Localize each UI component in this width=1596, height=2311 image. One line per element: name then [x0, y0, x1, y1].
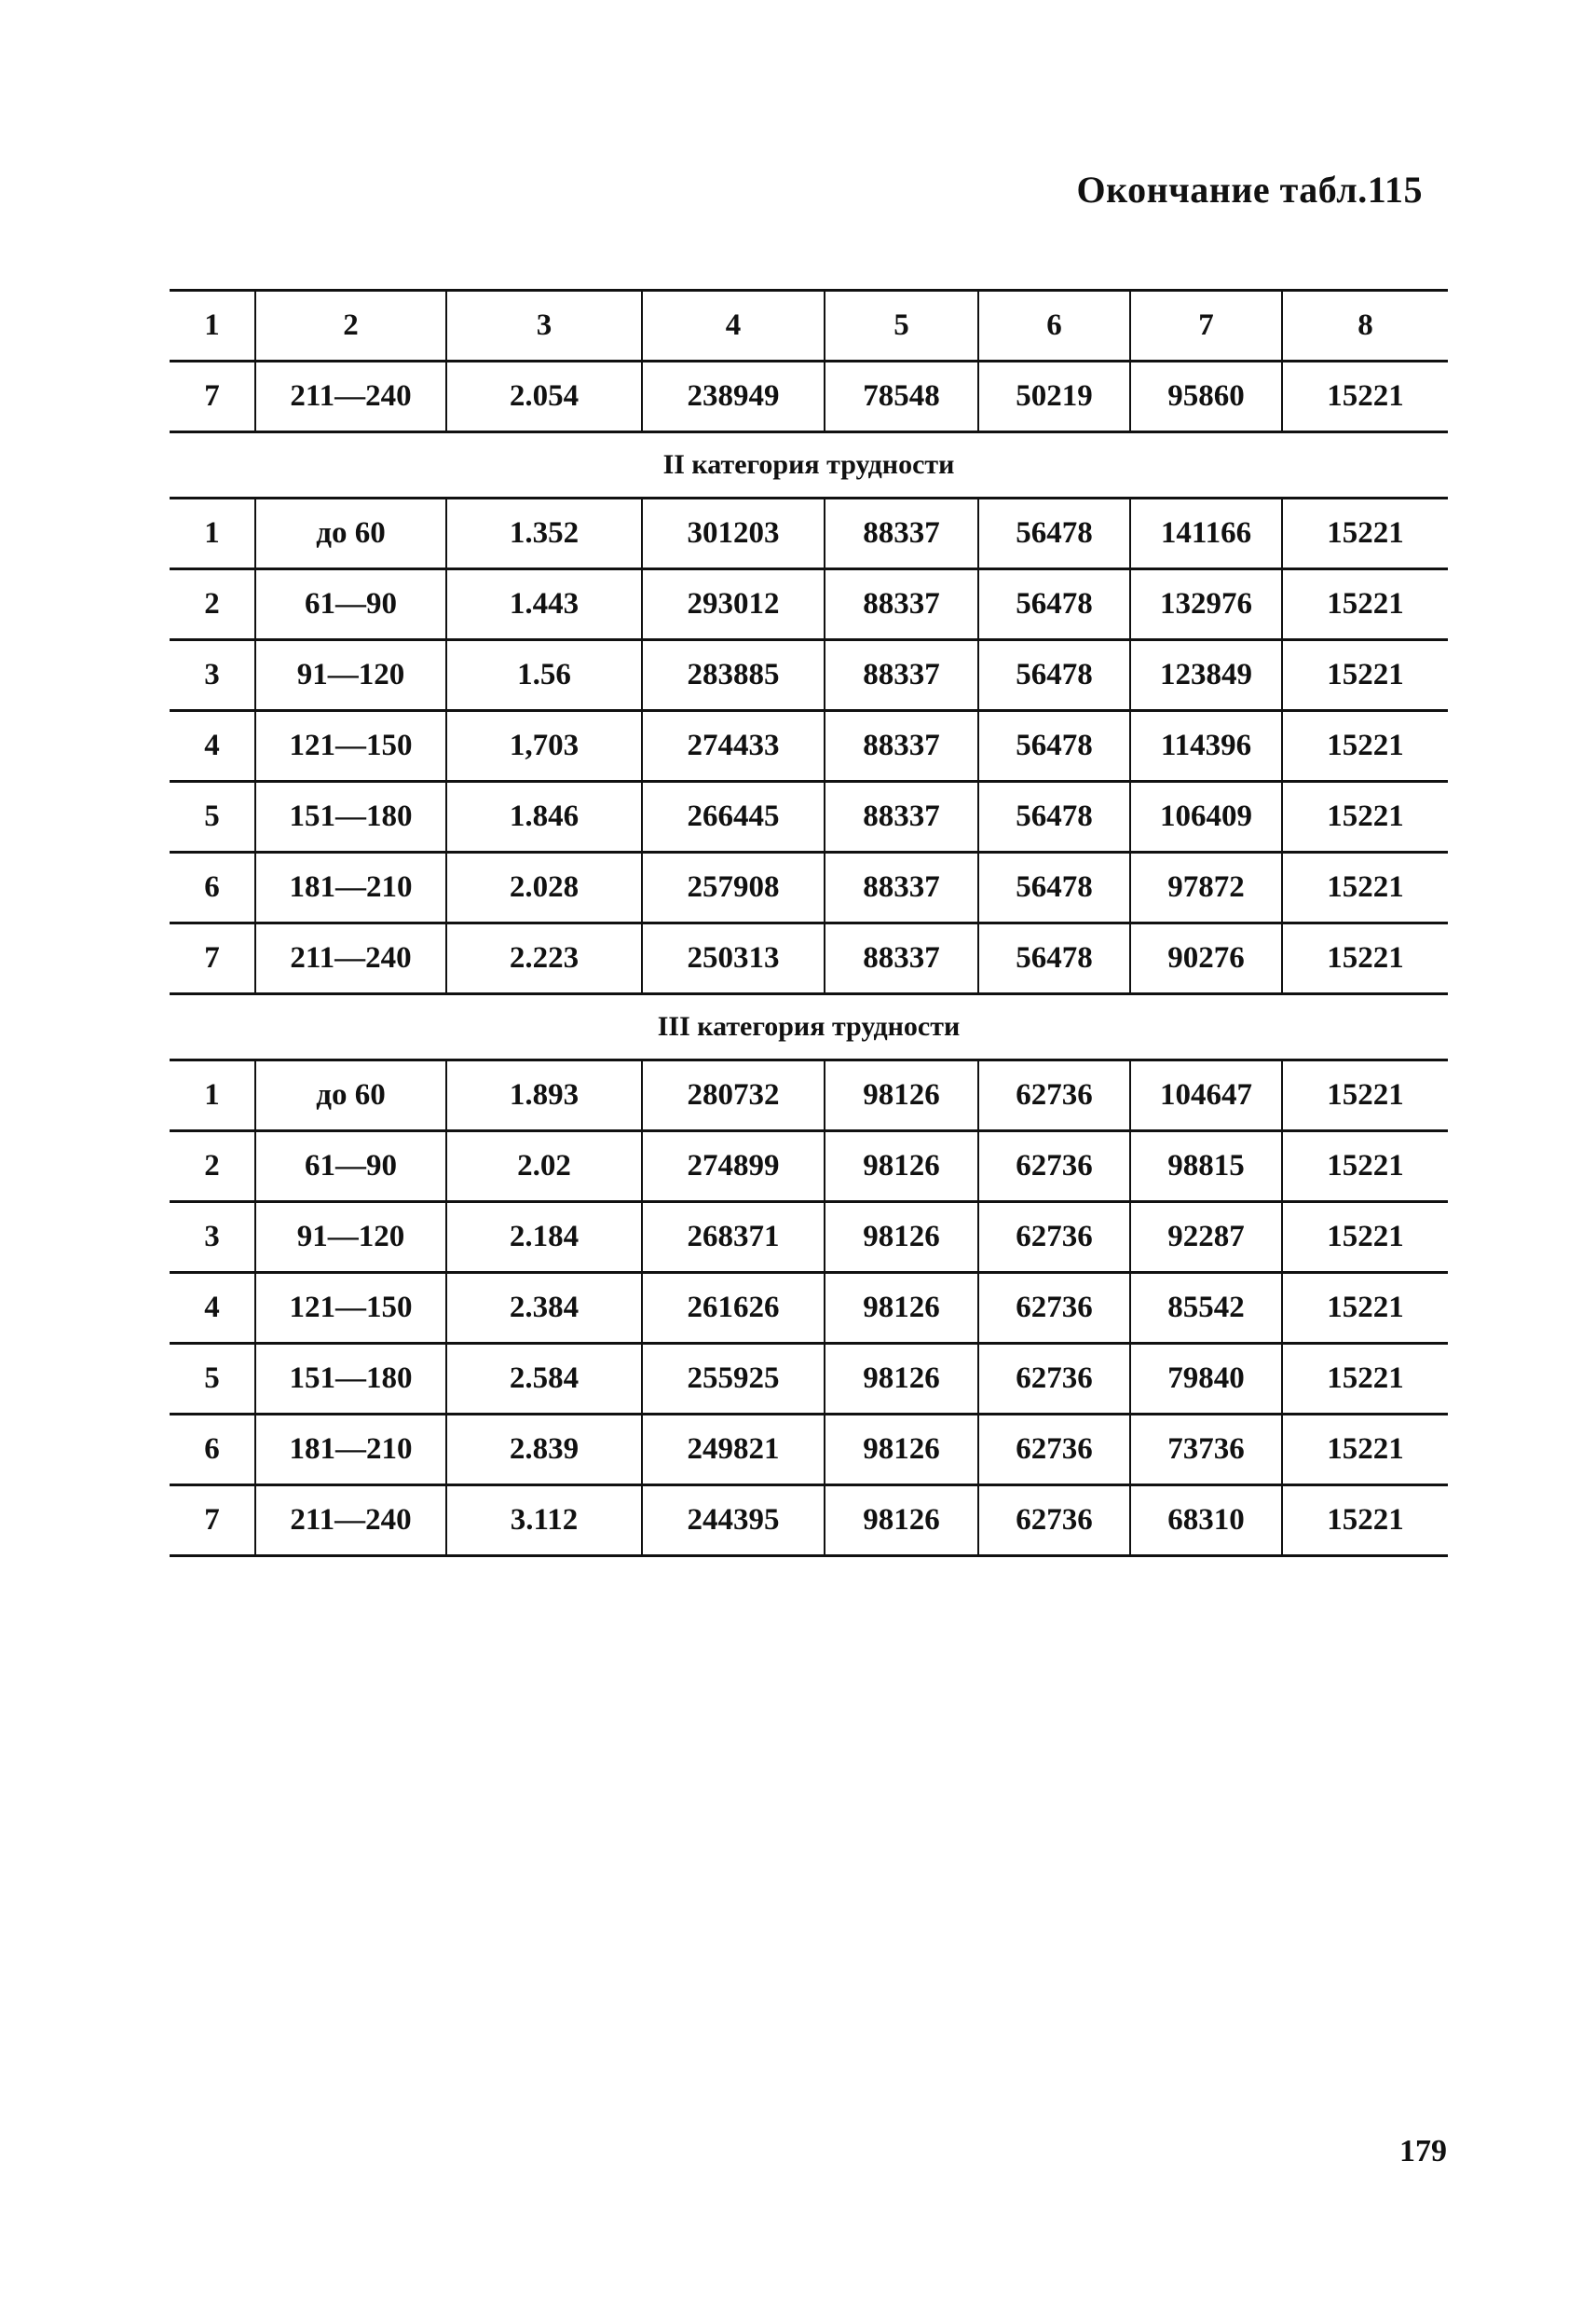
table-cell: 257908 [642, 853, 825, 923]
table-cell: 15221 [1282, 569, 1448, 640]
table-row [170, 1131, 1448, 1202]
table-cell: 15221 [1282, 362, 1448, 432]
table-row [170, 1273, 1448, 1344]
table-cell: 268371 [642, 1202, 825, 1273]
header-cell: 3 [446, 291, 642, 362]
table-cell: 2.028 [446, 853, 642, 923]
table-cell: 88337 [825, 499, 978, 569]
data-table-container [170, 289, 1448, 1557]
table-row [170, 853, 1448, 923]
table-cell: 15221 [1282, 1415, 1448, 1485]
table-cell: 98126 [825, 1202, 978, 1273]
section-label: III категория трудности [170, 994, 1448, 1060]
table-cell: 2.223 [446, 923, 642, 994]
table-cell: 15221 [1282, 1202, 1448, 1273]
table-cell: 261626 [642, 1273, 825, 1344]
table-cell: 211—240 [255, 923, 446, 994]
table-cell: 62736 [978, 1415, 1130, 1485]
table-cell: 238949 [642, 362, 825, 432]
table-cell: 255925 [642, 1344, 825, 1415]
table-title: Окончание табл.115 [1076, 169, 1423, 211]
table-cell: 274899 [642, 1131, 825, 1202]
table-cell: 1.846 [446, 782, 642, 853]
table-cell: 56478 [978, 569, 1130, 640]
table-cell: 56478 [978, 853, 1130, 923]
section-header-row [170, 432, 1448, 499]
table-cell: 98126 [825, 1485, 978, 1556]
table-cell: 250313 [642, 923, 825, 994]
header-cell: 2 [255, 291, 446, 362]
table-cell: 61—90 [255, 1131, 446, 1202]
table-cell: 1.56 [446, 640, 642, 711]
table-cell: 266445 [642, 782, 825, 853]
table-cell: 98126 [825, 1344, 978, 1415]
table-cell: 97872 [1130, 853, 1282, 923]
table-row [170, 1415, 1448, 1485]
header-cell: 1 [170, 291, 255, 362]
table-cell: 4 [170, 1273, 255, 1344]
table-cell: 88337 [825, 923, 978, 994]
table-row [170, 640, 1448, 711]
table-cell: 98815 [1130, 1131, 1282, 1202]
table-cell: 114396 [1130, 711, 1282, 782]
table-cell: до 60 [255, 1060, 446, 1131]
table-cell: 15221 [1282, 1485, 1448, 1556]
table-cell: 15221 [1282, 499, 1448, 569]
table-row [170, 362, 1448, 432]
table-cell: 15221 [1282, 1131, 1448, 1202]
table-row [170, 1060, 1448, 1131]
table-cell: 61—90 [255, 569, 446, 640]
table-cell: 274433 [642, 711, 825, 782]
table-cell: 98126 [825, 1415, 978, 1485]
table-row [170, 1485, 1448, 1556]
table-cell: 4 [170, 711, 255, 782]
table-cell: 3.112 [446, 1485, 642, 1556]
table-cell: 98126 [825, 1131, 978, 1202]
table-row [170, 711, 1448, 782]
section-header-row [170, 994, 1448, 1060]
table-cell: 79840 [1130, 1344, 1282, 1415]
table-cell: 123849 [1130, 640, 1282, 711]
table-cell: 15221 [1282, 1344, 1448, 1415]
table-cell: 90276 [1130, 923, 1282, 994]
table-cell: 181—210 [255, 1415, 446, 1485]
table-cell: 88337 [825, 782, 978, 853]
table-cell: 78548 [825, 362, 978, 432]
data-table [170, 289, 1448, 1557]
header-cell: 6 [978, 291, 1130, 362]
table-cell: 121—150 [255, 711, 446, 782]
table-row [170, 1202, 1448, 1273]
table-cell: 181—210 [255, 853, 446, 923]
table-cell: 56478 [978, 923, 1130, 994]
table-cell: 62736 [978, 1273, 1130, 1344]
table-cell: 2.054 [446, 362, 642, 432]
table-row [170, 499, 1448, 569]
table-cell: 280732 [642, 1060, 825, 1131]
table-cell: 95860 [1130, 362, 1282, 432]
table-cell: 3 [170, 1202, 255, 1273]
section-label: II категория трудности [170, 432, 1448, 499]
table-cell: 15221 [1282, 640, 1448, 711]
table-cell: 151—180 [255, 782, 446, 853]
table-cell: 7 [170, 923, 255, 994]
table-cell: до 60 [255, 499, 446, 569]
table-cell: 106409 [1130, 782, 1282, 853]
table-cell: 211—240 [255, 1485, 446, 1556]
table-cell: 15221 [1282, 782, 1448, 853]
table-cell: 301203 [642, 499, 825, 569]
table-cell: 141166 [1130, 499, 1282, 569]
table-cell: 88337 [825, 640, 978, 711]
table-cell: 2.184 [446, 1202, 642, 1273]
table-cell: 56478 [978, 711, 1130, 782]
table-cell: 5 [170, 782, 255, 853]
table-cell: 91—120 [255, 1202, 446, 1273]
header-cell: 7 [1130, 291, 1282, 362]
table-cell: 15221 [1282, 923, 1448, 994]
table-cell: 7 [170, 362, 255, 432]
table-cell: 121—150 [255, 1273, 446, 1344]
table-cell: 15221 [1282, 853, 1448, 923]
table-cell: 132976 [1130, 569, 1282, 640]
page-number: 179 [1399, 2134, 1447, 2168]
table-cell: 6 [170, 853, 255, 923]
table-cell: 7 [170, 1485, 255, 1556]
table-cell: 2.839 [446, 1415, 642, 1485]
table-cell: 15221 [1282, 1273, 1448, 1344]
table-cell: 92287 [1130, 1202, 1282, 1273]
table-row [170, 923, 1448, 994]
table-cell: 62736 [978, 1485, 1130, 1556]
table-cell: 50219 [978, 362, 1130, 432]
table-cell: 6 [170, 1415, 255, 1485]
table-cell: 3 [170, 640, 255, 711]
table-cell: 211—240 [255, 362, 446, 432]
table-cell: 1.893 [446, 1060, 642, 1131]
table-cell: 249821 [642, 1415, 825, 1485]
table-cell: 2 [170, 569, 255, 640]
table-cell: 15221 [1282, 1060, 1448, 1131]
table-cell: 1.443 [446, 569, 642, 640]
table-cell: 62736 [978, 1131, 1130, 1202]
table-cell: 56478 [978, 499, 1130, 569]
header-cell: 4 [642, 291, 825, 362]
table-body [170, 362, 1448, 1556]
table-cell: 2 [170, 1131, 255, 1202]
table-cell: 151—180 [255, 1344, 446, 1415]
table-cell: 56478 [978, 640, 1130, 711]
header-row [170, 291, 1448, 362]
header-cell: 8 [1282, 291, 1448, 362]
table-cell: 2.584 [446, 1344, 642, 1415]
table-cell: 283885 [642, 640, 825, 711]
table-row [170, 782, 1448, 853]
table-cell: 73736 [1130, 1415, 1282, 1485]
table-cell: 1.352 [446, 499, 642, 569]
table-cell: 62736 [978, 1344, 1130, 1415]
table-cell: 1 [170, 1060, 255, 1131]
table-cell: 68310 [1130, 1485, 1282, 1556]
table-cell: 88337 [825, 711, 978, 782]
table-cell: 5 [170, 1344, 255, 1415]
table-cell: 1,703 [446, 711, 642, 782]
table-cell: 2.384 [446, 1273, 642, 1344]
table-cell: 98126 [825, 1060, 978, 1131]
table-cell: 15221 [1282, 711, 1448, 782]
header-cell: 5 [825, 291, 978, 362]
table-cell: 62736 [978, 1060, 1130, 1131]
table-row [170, 1344, 1448, 1415]
table-cell: 2.02 [446, 1131, 642, 1202]
table-cell: 1 [170, 499, 255, 569]
table-cell: 98126 [825, 1273, 978, 1344]
table-cell: 62736 [978, 1202, 1130, 1273]
table-row [170, 569, 1448, 640]
table-cell: 56478 [978, 782, 1130, 853]
table-header [170, 291, 1448, 362]
table-cell: 104647 [1130, 1060, 1282, 1131]
table-cell: 88337 [825, 853, 978, 923]
table-cell: 85542 [1130, 1273, 1282, 1344]
table-cell: 91—120 [255, 640, 446, 711]
table-cell: 244395 [642, 1485, 825, 1556]
table-cell: 293012 [642, 569, 825, 640]
table-cell: 88337 [825, 569, 978, 640]
